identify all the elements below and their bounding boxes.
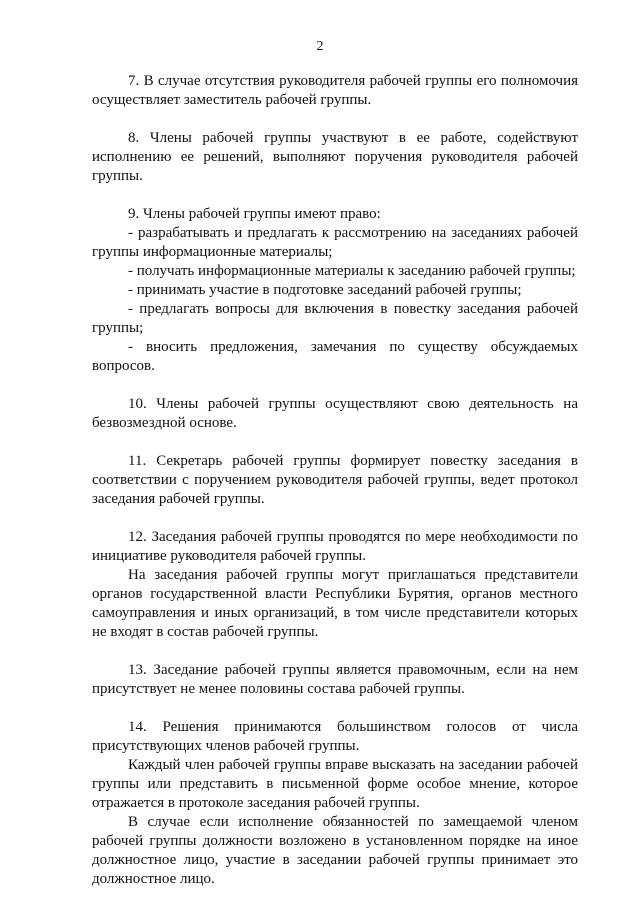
paragraph-9-item-2: - получать информационные материалы к заседанию рабочей группы; — [128, 263, 576, 279]
paragraph-8: 8. Члены рабочей группы участвуют в ее работе, содействуют исполнению ее решений, выполняют поручения руководителя рабочей группы. — [92, 130, 578, 184]
paragraph-10: 10. Члены рабочей группы осуществляют свою деятельность на безвозмездной основе. — [92, 396, 578, 431]
paragraph-9-item-5: - вносить предложения, замечания по существу обсуждаемых вопросов. — [92, 339, 578, 374]
paragraph-12-invitations: На заседания рабочей группы могут приглашаться представители органов государственной власти Республики Бурятия, органов местного самоуправления и иных организаций, в том числе представители которых не входят в состав рабочей группы. — [92, 567, 578, 640]
paragraph-9-item-1: - разрабатывать и предлагать к рассмотрению на заседаниях рабочей группы информационные материалы; — [92, 225, 578, 260]
page-number: 2 — [316, 39, 324, 54]
paragraph-9-item-4: - предлагать вопросы для включения в повестку заседания рабочей группы; — [92, 301, 578, 336]
paragraph-14-substitute: В случае если исполнение обязанностей по замещаемой членом рабочей группы должности возложено в установленном порядке на иное должностное лицо, участие в заседании рабочей группы принимает это должностное лицо. — [92, 814, 578, 887]
paragraph-7: 7. В случае отсутствия руководителя рабочей группы его полномочия осуществляет заместитель рабочей группы. — [92, 73, 578, 108]
paragraph-13: 13. Заседание рабочей группы является правомочным, если на нем присутствует не менее половины состава рабочей группы. — [92, 662, 578, 697]
paragraph-9-intro: 9. Члены рабочей группы имеют право: — [128, 206, 381, 222]
paragraph-14: 14. Решения принимаются большинством голосов от числа присутствующих членов рабочей группы. — [92, 719, 578, 754]
paragraph-9-item-3: - принимать участие в подготовке заседаний рабочей группы; — [128, 282, 522, 298]
paragraph-11: 11. Секретарь рабочей группы формирует повестку заседания в соответствии с поручением руководителя рабочей группы, ведет протокол заседания рабочей группы. — [92, 453, 578, 507]
paragraph-14-dissent: Каждый член рабочей группы вправе высказать на заседании рабочей группы или представить в письменной форме особое мнение, которое отражается в протоколе заседания рабочей группы. — [92, 757, 578, 811]
document-body — [92, 72, 578, 889]
paragraph-12: 12. Заседания рабочей группы проводятся по мере необходимости по инициативе руководителя рабочей группы. — [92, 529, 578, 564]
